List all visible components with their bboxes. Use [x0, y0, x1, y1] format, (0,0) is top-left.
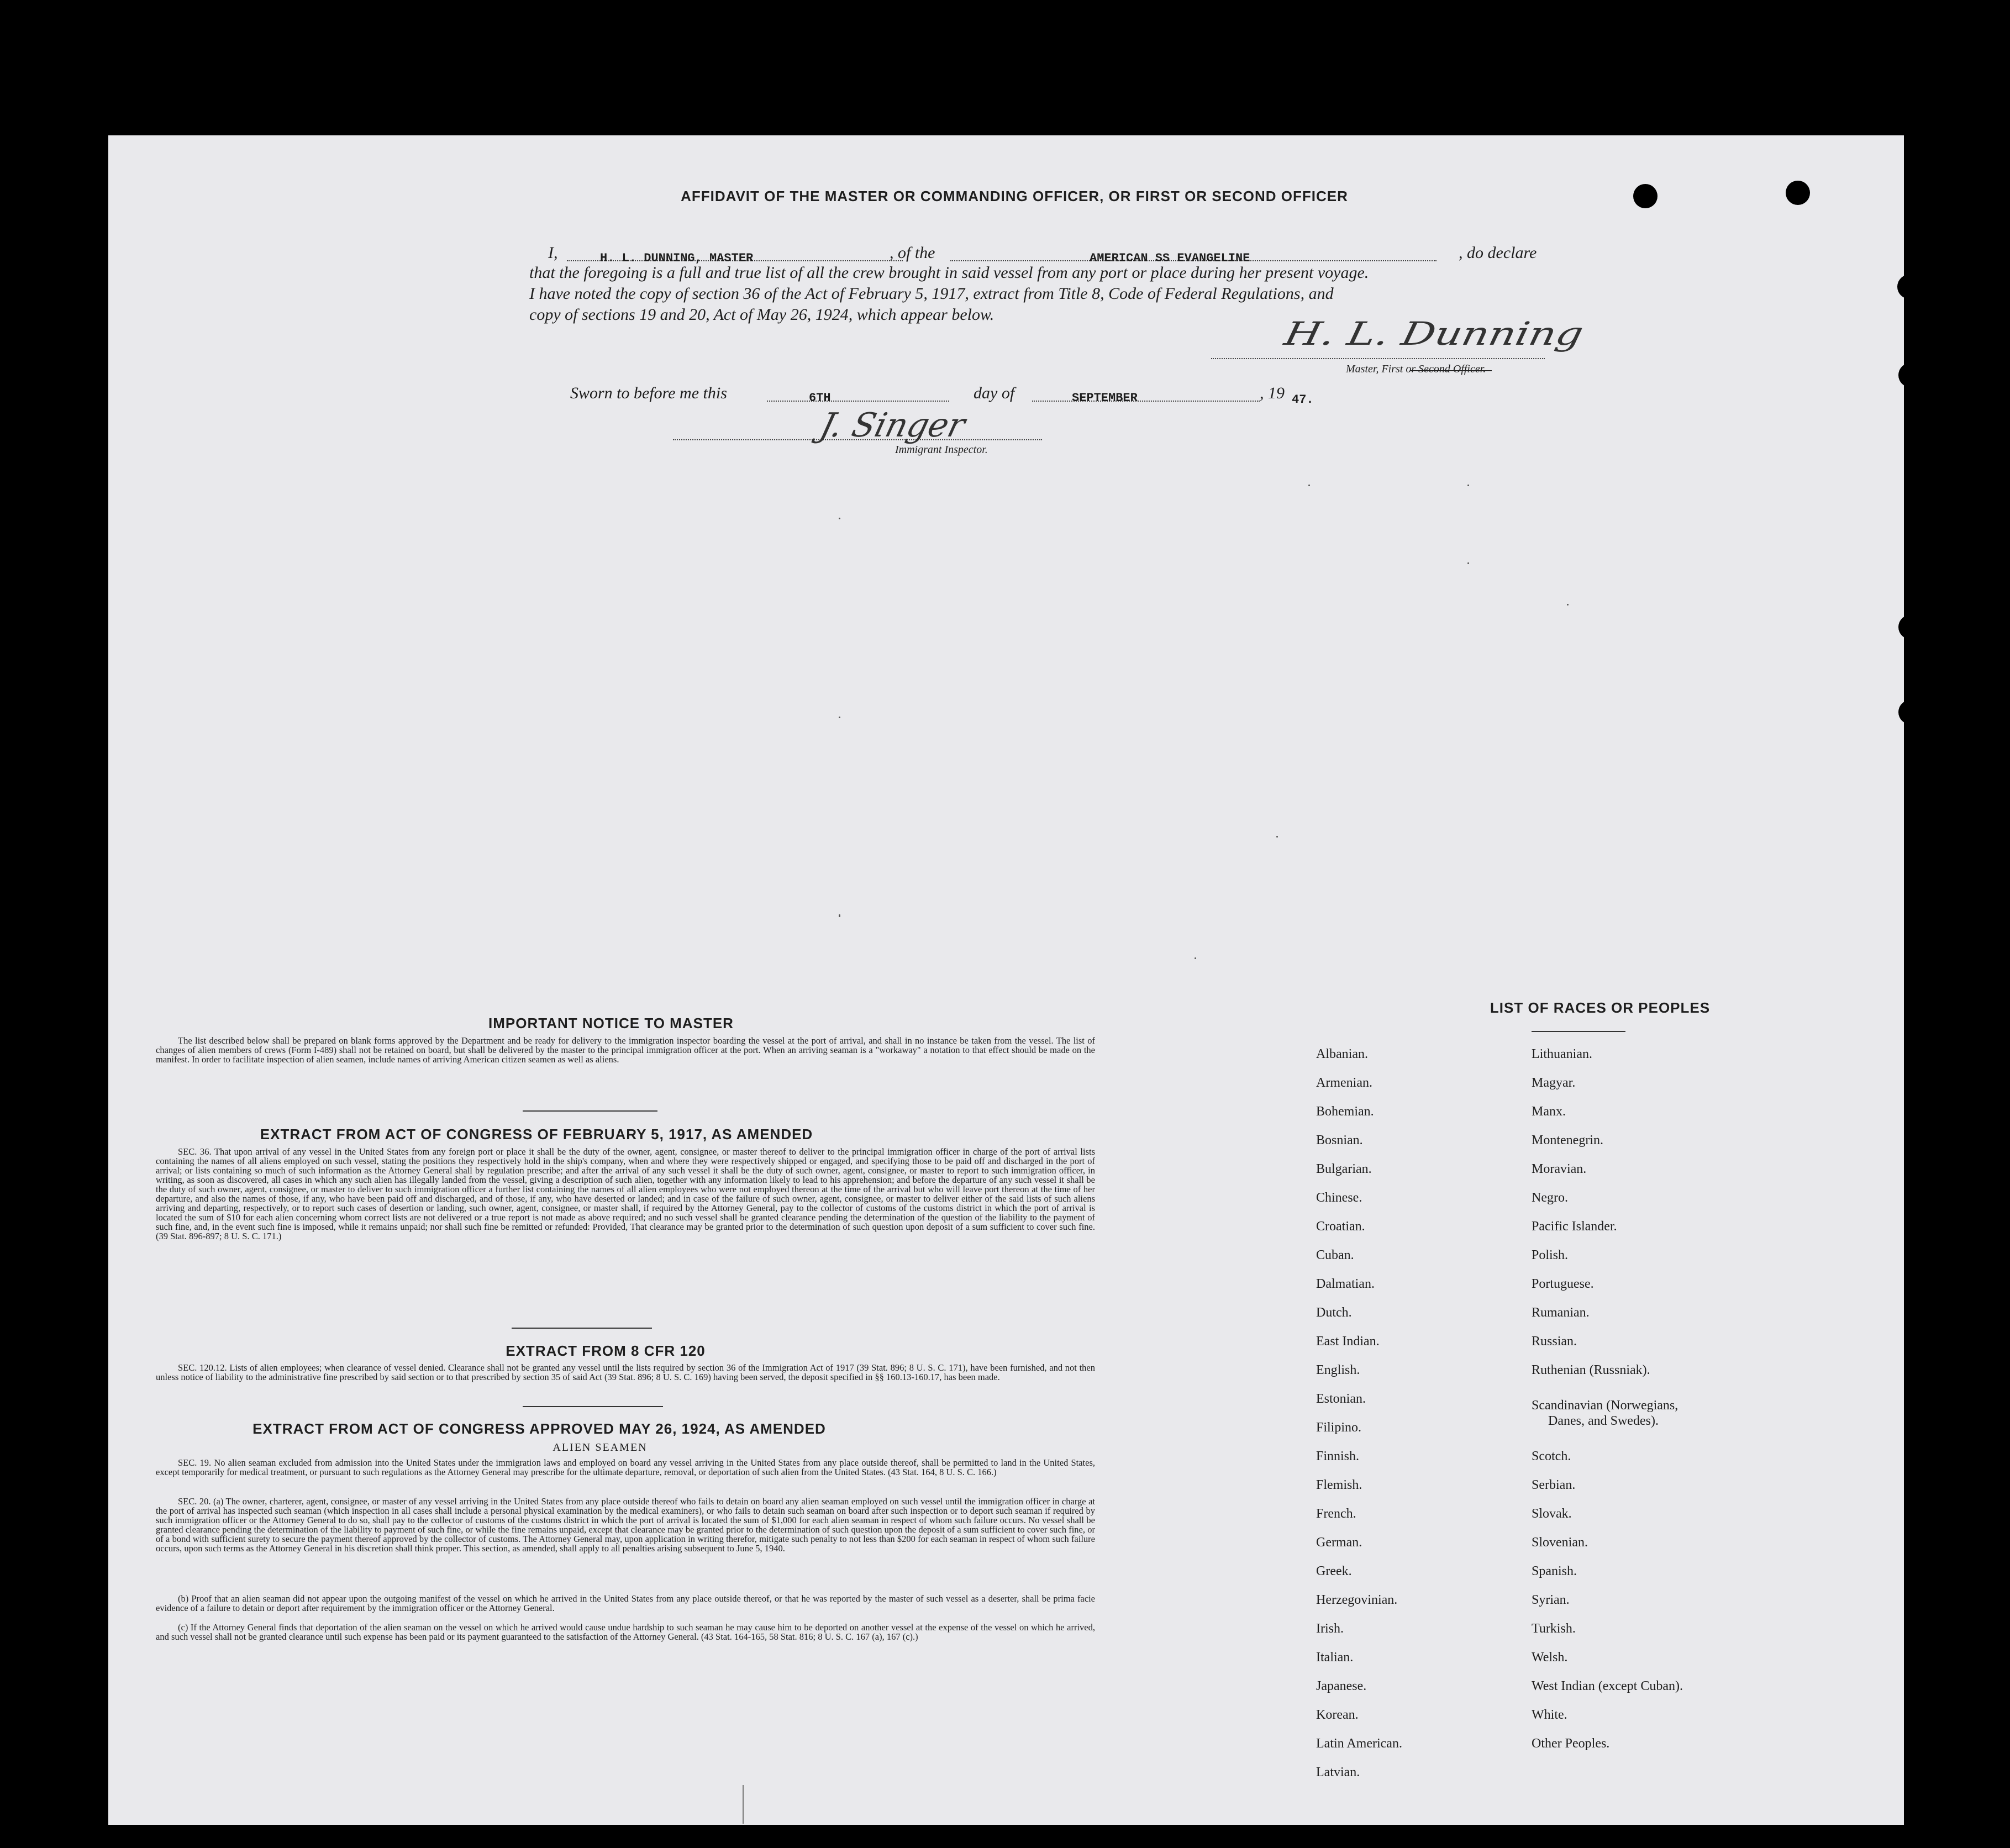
race-item: Finnish.	[1316, 1449, 1360, 1463]
declaration-line-2: that the foregoing is a full and true list of all the crew brought in said vessel from any port or place during her present voyage.	[529, 264, 1369, 282]
sworn-day-line	[767, 401, 949, 402]
master-signature: H. L. Dunning	[1281, 315, 1587, 352]
race-item: Danes, and Swedes).	[1548, 1414, 1659, 1428]
binder-hole	[1633, 184, 1658, 208]
extract-1924-sec20a: SEC. 20. (a) The owner, charterer, agent, consignee, or master of any vessel arriving in the United States from any place outside thereof who fails to detain on board any alien seaman employed on such vessel until the immigration officer in charge at the port of arrival has inspected such seaman (which inspection in all cases shall include a personal physical examination by the medical examiners), or who fails to detain such seaman on board after such inspection or to deport such seaman if required by such immigration officer or the Attorney General to do so, shall pay to the collector of customs of the customs district in which the port of arrival is located the sum of $1,000 for each alien seaman in respect of whom such failure occurs. No vessel shall be granted clearance pending the determination of the liability to payment of such fine, or while the fine remains unpaid, except that clearance may be granted prior to the determination of such question upon the deposit of a sum sufficient to cover such fine, or of a bond with sufficient surety to secure the payment thereof approved by the collector of customs. The Attorney General may, upon application in writing therefor, mitigate such penalty to not less than $200 for each seaman in respect of whom such failure occurs, upon such terms as the Attorney General in his discretion shall think proper. This section, as amended, shall apply to all penalties arising subsequent to June 5, 1940.	[156, 1496, 1095, 1554]
race-item: Latvian.	[1316, 1765, 1360, 1779]
race-item: Filipino.	[1316, 1420, 1362, 1435]
binder-hole	[1786, 181, 1810, 205]
notice-divider	[523, 1110, 657, 1112]
races-divider	[1532, 1031, 1625, 1032]
race-item: Turkish.	[1532, 1621, 1576, 1636]
binder-hole	[1898, 363, 1923, 387]
race-item: Scandinavian (Norwegians,	[1532, 1398, 1678, 1413]
race-item: Albanian.	[1316, 1047, 1368, 1061]
race-item: Serbian.	[1532, 1478, 1576, 1492]
sworn-label: Sworn to before me this	[570, 384, 727, 402]
pen-mark	[743, 1785, 744, 1824]
inspector-signature: J. Singer	[816, 406, 969, 445]
race-item: French.	[1316, 1507, 1356, 1521]
race-item: Manx.	[1532, 1104, 1566, 1119]
race-item: West Indian (except Cuban).	[1532, 1679, 1683, 1693]
race-item: Korean.	[1316, 1708, 1359, 1722]
declaration-i-label: I,	[548, 244, 558, 262]
race-item: Flemish.	[1316, 1478, 1362, 1492]
year-suffix: 47.	[1292, 393, 1314, 407]
extract-1924-sec19: SEC. 19. No alien seaman excluded from admission into the United States under the immigration laws and employed on board any vessel arriving in the United States from any place outside thereof, shall be permitted to land in the United States, except temporarily for medical treatment, or pursuant to such regulations as the Attorney General may prescribe for the ultimate departure, removal, or deportation of such alien from the United States. (43 Stat. 164, 8 U. S. C. 166.)	[156, 1457, 1095, 1477]
race-item: Pacific Islander.	[1532, 1219, 1617, 1234]
race-item: Magyar.	[1532, 1076, 1576, 1090]
extract-1924-title: EXTRACT FROM ACT OF CONGRESS APPROVED MAY 26, 1924, AS AMENDED	[252, 1420, 826, 1437]
speck	[839, 915, 840, 917]
extract-cfr-body: SEC. 120.12. Lists of alien employees; when clearance of vessel denied. Clearance shall not be granted any vessel until the lists required by section 36 of the Immigration Act of 1917 (39 Stat. 896; 8 U. S. C. 171), have been furnished, and not then unless notice of liability to the administrative fine prescribed by said section or to that prescribed by section 35 of said Act (39 Stat. 896; 8 U. S. C. 169) having been served, the deposit specified in §§ 160.13-160.17, has been made.	[156, 1362, 1095, 1382]
extract-cfr-title: EXTRACT FROM 8 CFR 120	[506, 1342, 706, 1359]
race-item: Armenian.	[1316, 1076, 1372, 1090]
race-item: Moravian.	[1532, 1162, 1587, 1176]
of-the-label: , of the	[890, 244, 935, 262]
race-item: Syrian.	[1532, 1593, 1570, 1607]
race-item: Chinese.	[1316, 1191, 1362, 1205]
day-of-label: day of	[974, 384, 1015, 402]
binder-hole	[1897, 275, 1922, 299]
binder-hole	[1906, 1589, 1930, 1614]
race-item: Russian.	[1532, 1334, 1577, 1349]
document-page	[108, 135, 1904, 1825]
race-item: Irish.	[1316, 1621, 1344, 1636]
race-item: White.	[1532, 1708, 1567, 1722]
extract-1917-title: EXTRACT FROM ACT OF CONGRESS OF FEBRUARY 5, 1917, AS AMENDED	[260, 1126, 813, 1143]
race-item: Spanish.	[1532, 1564, 1577, 1578]
race-item: Rumanian.	[1532, 1305, 1590, 1320]
race-item: Bulgarian.	[1316, 1162, 1372, 1176]
notice-body: The list described below shall be prepared on blank forms approved by the Department and be ready for delivery to the immigration inspector boarding the vessel at the port of arrival, and shall in no instance be taken from the vessel. The list of changes of alien members of crews (Form I-489) shall not be retained on board, but shall be delivered by the master to the principal immigration officer at the port. When an arriving seaman is a "workaway" a notation to that effect should be made on the manifest. In order to facilitate inspection of alien seamen, include names of arriving American citizen seamen as well as aliens.	[156, 1035, 1095, 1065]
sworn-day-value: 6TH	[809, 391, 831, 405]
race-item: Other Peoples.	[1532, 1736, 1610, 1751]
race-item: Greek.	[1316, 1564, 1352, 1578]
extract-1917-divider	[512, 1328, 652, 1329]
race-item: Slovak.	[1532, 1507, 1572, 1521]
race-item: Bohemian.	[1316, 1104, 1374, 1119]
races-title: LIST OF RACES OR PEOPLES	[1490, 999, 1711, 1016]
sworn-month-value: SEPTEMBER	[1072, 391, 1138, 405]
speck	[1567, 604, 1569, 606]
binder-hole	[1898, 615, 1923, 639]
extract-1917-body: SEC. 36. That upon arrival of any vessel in the United States from any foreign port or place it shall be the duty of the owner, agent, consignee, or master thereof to deliver to the principal immigration officer in charge of the port of arrival lists containing the names of all aliens employed on such vessel, stating the positions they respectively hold in the ship's company, when and where they were respectively shipped or engaged, and specifying those to be paid off and discharged in the port of arrival; or lists containing so much of such information as the Attorney General shall by regulation prescribe; and after the arrival of any such vessel it shall be the duty of such owner, agent, consignee, or master to report to such immigration officer, in writing, as soon as discovered, all cases in which any such alien has illegally landed from the vessel, giving a description of such alien, together with any information likely to lead to his apprehension; and before the departure of any such vessel it shall be the duty of such owner, agent, consignee, or master to deliver to such immigration officer a further list containing the names of all alien employees who were not employed thereon at the time of the arrival but who will leave port thereon at the time of her departure, and also the names of those, if any, who have been paid off and discharged, and of those, if any, who have deserted or landed; and in case of the failure of such owner, agent, consignee, or master to deliver either of the said lists of such aliens arriving and departing, respectively, or to report such cases of desertion or landing, such owner, agent, consignee, or master shall, if required by the Attorney General, pay to the collector of customs of the customs district in which the port of arrival is located the sum of $10 for each alien concerning whom correct lists are not delivered or a true report is not made as above required; and no such vessel shall be granted clearance pending the determination of the question of the liability to the payment of such fine, and, in the event such fine is imposed, while it remains unpaid; nor shall such fine be remitted or refunded: Provided, That clearance may be granted prior to the determination of such question upon deposit of a sum sufficient to cover such fine. (39 Stat. 896-897; 8 U. S. C. 171.)	[156, 1146, 1095, 1241]
race-item: Montenegrin.	[1532, 1133, 1603, 1147]
speck	[1195, 957, 1196, 959]
extract-cfr-divider	[523, 1406, 663, 1407]
race-item: Portuguese.	[1532, 1277, 1594, 1291]
do-declare-label: , do declare	[1459, 244, 1537, 262]
race-item: Polish.	[1532, 1248, 1569, 1262]
race-item: Herzegovinian.	[1316, 1593, 1398, 1607]
master-name-value: H. L. DUNNING, MASTER	[600, 251, 754, 265]
race-item: Scotch.	[1532, 1449, 1571, 1463]
binder-hole	[1906, 1507, 1930, 1531]
extract-1924-sec20b: (b) Proof that an alien seaman did not appear upon the outgoing manifest of the vessel on which he arrived in the United States from any place outside thereof, or that he was reported by the master of such vessel as a deserter, shall be prima facie evidence of a failure to detain or deport after requirement by the immigration officer or the Attorney General.	[156, 1593, 1095, 1613]
sworn-month-line	[1032, 401, 1260, 402]
race-item: Dutch.	[1316, 1305, 1352, 1320]
year-prefix: , 19	[1260, 384, 1285, 402]
race-item: Japanese.	[1316, 1679, 1367, 1693]
strike-first-second	[1410, 370, 1492, 371]
race-item: Latin American.	[1316, 1736, 1402, 1751]
speck	[839, 518, 840, 519]
speck	[839, 717, 840, 718]
race-item: Ruthenian (Russniak).	[1532, 1363, 1650, 1377]
master-signature-line	[1211, 358, 1545, 359]
race-item: Welsh.	[1532, 1650, 1568, 1665]
race-item: Negro.	[1532, 1191, 1568, 1205]
race-item: Bosnian.	[1316, 1133, 1363, 1147]
race-item: German.	[1316, 1535, 1362, 1550]
declaration-line-3: I have noted the copy of section 36 of the Act of February 5, 1917, extract from Title 8, Code of Federal Regulations, and	[529, 285, 1334, 303]
race-item: Estonian.	[1316, 1392, 1366, 1406]
binder-hole	[1906, 1258, 1930, 1282]
speck	[1276, 836, 1278, 838]
inspector-caption: Immigrant Inspector.	[895, 444, 988, 456]
speck	[1308, 485, 1310, 486]
binder-hole	[1898, 700, 1923, 724]
race-item: English.	[1316, 1363, 1360, 1377]
master-caption: Master, First or Second Officer.	[1346, 363, 1486, 375]
extract-1924-sec20c: (c) If the Attorney General finds that deportation of the alien seaman on the vessel on which he arrived would cause undue hardship to such seaman he may cause him to be deported on another vessel at the expense of the vessel on which he arrived, and such vessel shall not be granted clearance until such expense has been paid or its payment guaranteed to the satisfaction of the Attorney General. (43 Stat. 164-165, 58 Stat. 816; 8 U. S. C. 167 (a), 167 (c).)	[156, 1622, 1095, 1642]
race-item: Lithuanian.	[1532, 1047, 1592, 1061]
race-item: Slovenian.	[1532, 1535, 1588, 1550]
race-item: East Indian.	[1316, 1334, 1380, 1349]
race-item: Croatian.	[1316, 1219, 1365, 1234]
vessel-name-value: AMERICAN SS EVANGELINE	[1090, 251, 1250, 265]
race-item: Dalmatian.	[1316, 1277, 1375, 1291]
declaration-line-4: copy of sections 19 and 20, Act of May 26, 1924, which appear below.	[529, 306, 995, 324]
speck	[1467, 562, 1469, 564]
speck	[1467, 485, 1469, 486]
extract-1924-subtitle: ALIEN SEAMEN	[553, 1441, 648, 1454]
notice-title: IMPORTANT NOTICE TO MASTER	[488, 1015, 734, 1031]
binder-hole	[1906, 1175, 1930, 1199]
affidavit-title: AFFIDAVIT OF THE MASTER OR COMMANDING OFFICER, OR FIRST OR SECOND OFFICER	[681, 188, 1348, 204]
race-item: Italian.	[1316, 1650, 1354, 1665]
race-item: Cuban.	[1316, 1248, 1354, 1262]
